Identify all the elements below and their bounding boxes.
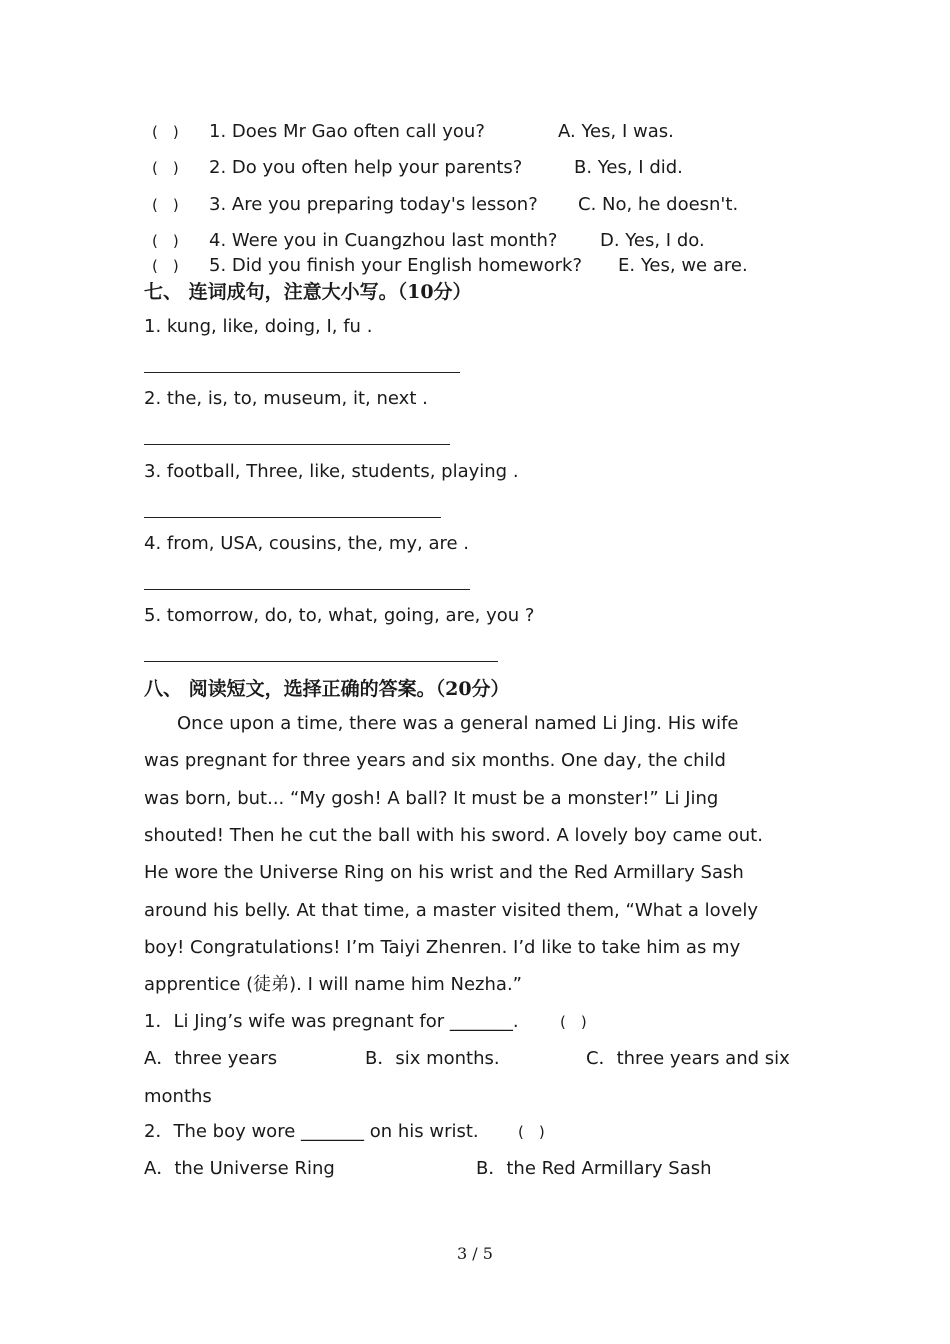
match-answer: D. Yes, I do.: [600, 230, 705, 251]
option-b[interactable]: B．six months.: [365, 1048, 500, 1069]
answer-paren[interactable]: ( ): [152, 196, 179, 214]
answer-paren[interactable]: ( ): [152, 159, 179, 177]
option-c-continued: months: [144, 1086, 212, 1107]
answer-line[interactable]: [144, 444, 450, 445]
match-answer: B. Yes, I did.: [574, 157, 683, 178]
passage-line: was born, but... “My gosh! A ball? It must be a monster!” Li Jing: [144, 788, 719, 809]
match-question: 2. Do you often help your parents?: [209, 157, 523, 178]
match-question: 3. Are you preparing today's lesson?: [209, 194, 538, 215]
answer-paren[interactable]: ( ): [152, 123, 179, 141]
match-question: 1. Does Mr Gao often call you?: [209, 121, 485, 142]
sentence-prompt: 3. football, Three, like, students, playing .: [144, 461, 519, 482]
match-answer: A. Yes, I was.: [558, 121, 674, 142]
option-a[interactable]: A．three years: [144, 1048, 278, 1069]
option-c[interactable]: C．three years and six: [586, 1048, 790, 1069]
question-2: 2．The boy wore _______ on his wrist.: [144, 1121, 479, 1142]
match-question: 5. Did you finish your English homework?: [209, 255, 583, 276]
sentence-prompt: 1. kung, like, doing, I, fu .: [144, 316, 373, 337]
answer-line[interactable]: [144, 517, 441, 518]
passage-line: Once upon a time, there was a general named Li Jing. His wife: [177, 713, 739, 734]
sentence-prompt: 2. the, is, to, museum, it, next .: [144, 388, 428, 409]
page-number: 3 / 5: [457, 1244, 493, 1263]
match-answer: E. Yes, we are.: [618, 255, 748, 276]
answer-paren[interactable]: ( ): [518, 1123, 545, 1141]
passage-line: boy! Congratulations! I’m Taiyi Zhenren. I’d like to take him as my: [144, 937, 741, 958]
match-question: 4. Were you in Cuangzhou last month?: [209, 230, 558, 251]
question-1: 1．Li Jing’s wife was pregnant for _______.: [144, 1011, 519, 1032]
passage-line: He wore the Universe Ring on his wrist and the Red Armillary Sash: [144, 862, 744, 883]
answer-line[interactable]: [144, 589, 470, 590]
option-b[interactable]: B．the Red Armillary Sash: [476, 1158, 712, 1179]
option-a[interactable]: A．the Universe Ring: [144, 1158, 335, 1179]
section-title: 八、 阅读短文，选择正确的答案。（20分）: [144, 678, 510, 700]
answer-line[interactable]: [144, 372, 460, 373]
passage-line: apprentice (徒弟). I will name him Nezha.”: [144, 974, 522, 995]
answer-paren[interactable]: ( ): [560, 1013, 587, 1031]
answer-paren[interactable]: ( ): [152, 232, 179, 250]
answer-paren[interactable]: ( ): [152, 257, 179, 275]
sentence-prompt: 5. tomorrow, do, to, what, going, are, you ?: [144, 605, 535, 626]
match-answer: C. No, he doesn't.: [578, 194, 739, 215]
sentence-prompt: 4. from, USA, cousins, the, my, are .: [144, 533, 470, 554]
passage-line: was pregnant for three years and six months. One day, the child: [144, 750, 726, 771]
answer-line[interactable]: [144, 661, 498, 662]
section-title: 七、 连词成句，注意大小写。（10分）: [144, 281, 472, 303]
passage-line: around his belly. At that time, a master visited them, “What a lovely: [144, 900, 758, 921]
passage-line: shouted! Then he cut the ball with his sword. A lovely boy came out.: [144, 825, 763, 846]
